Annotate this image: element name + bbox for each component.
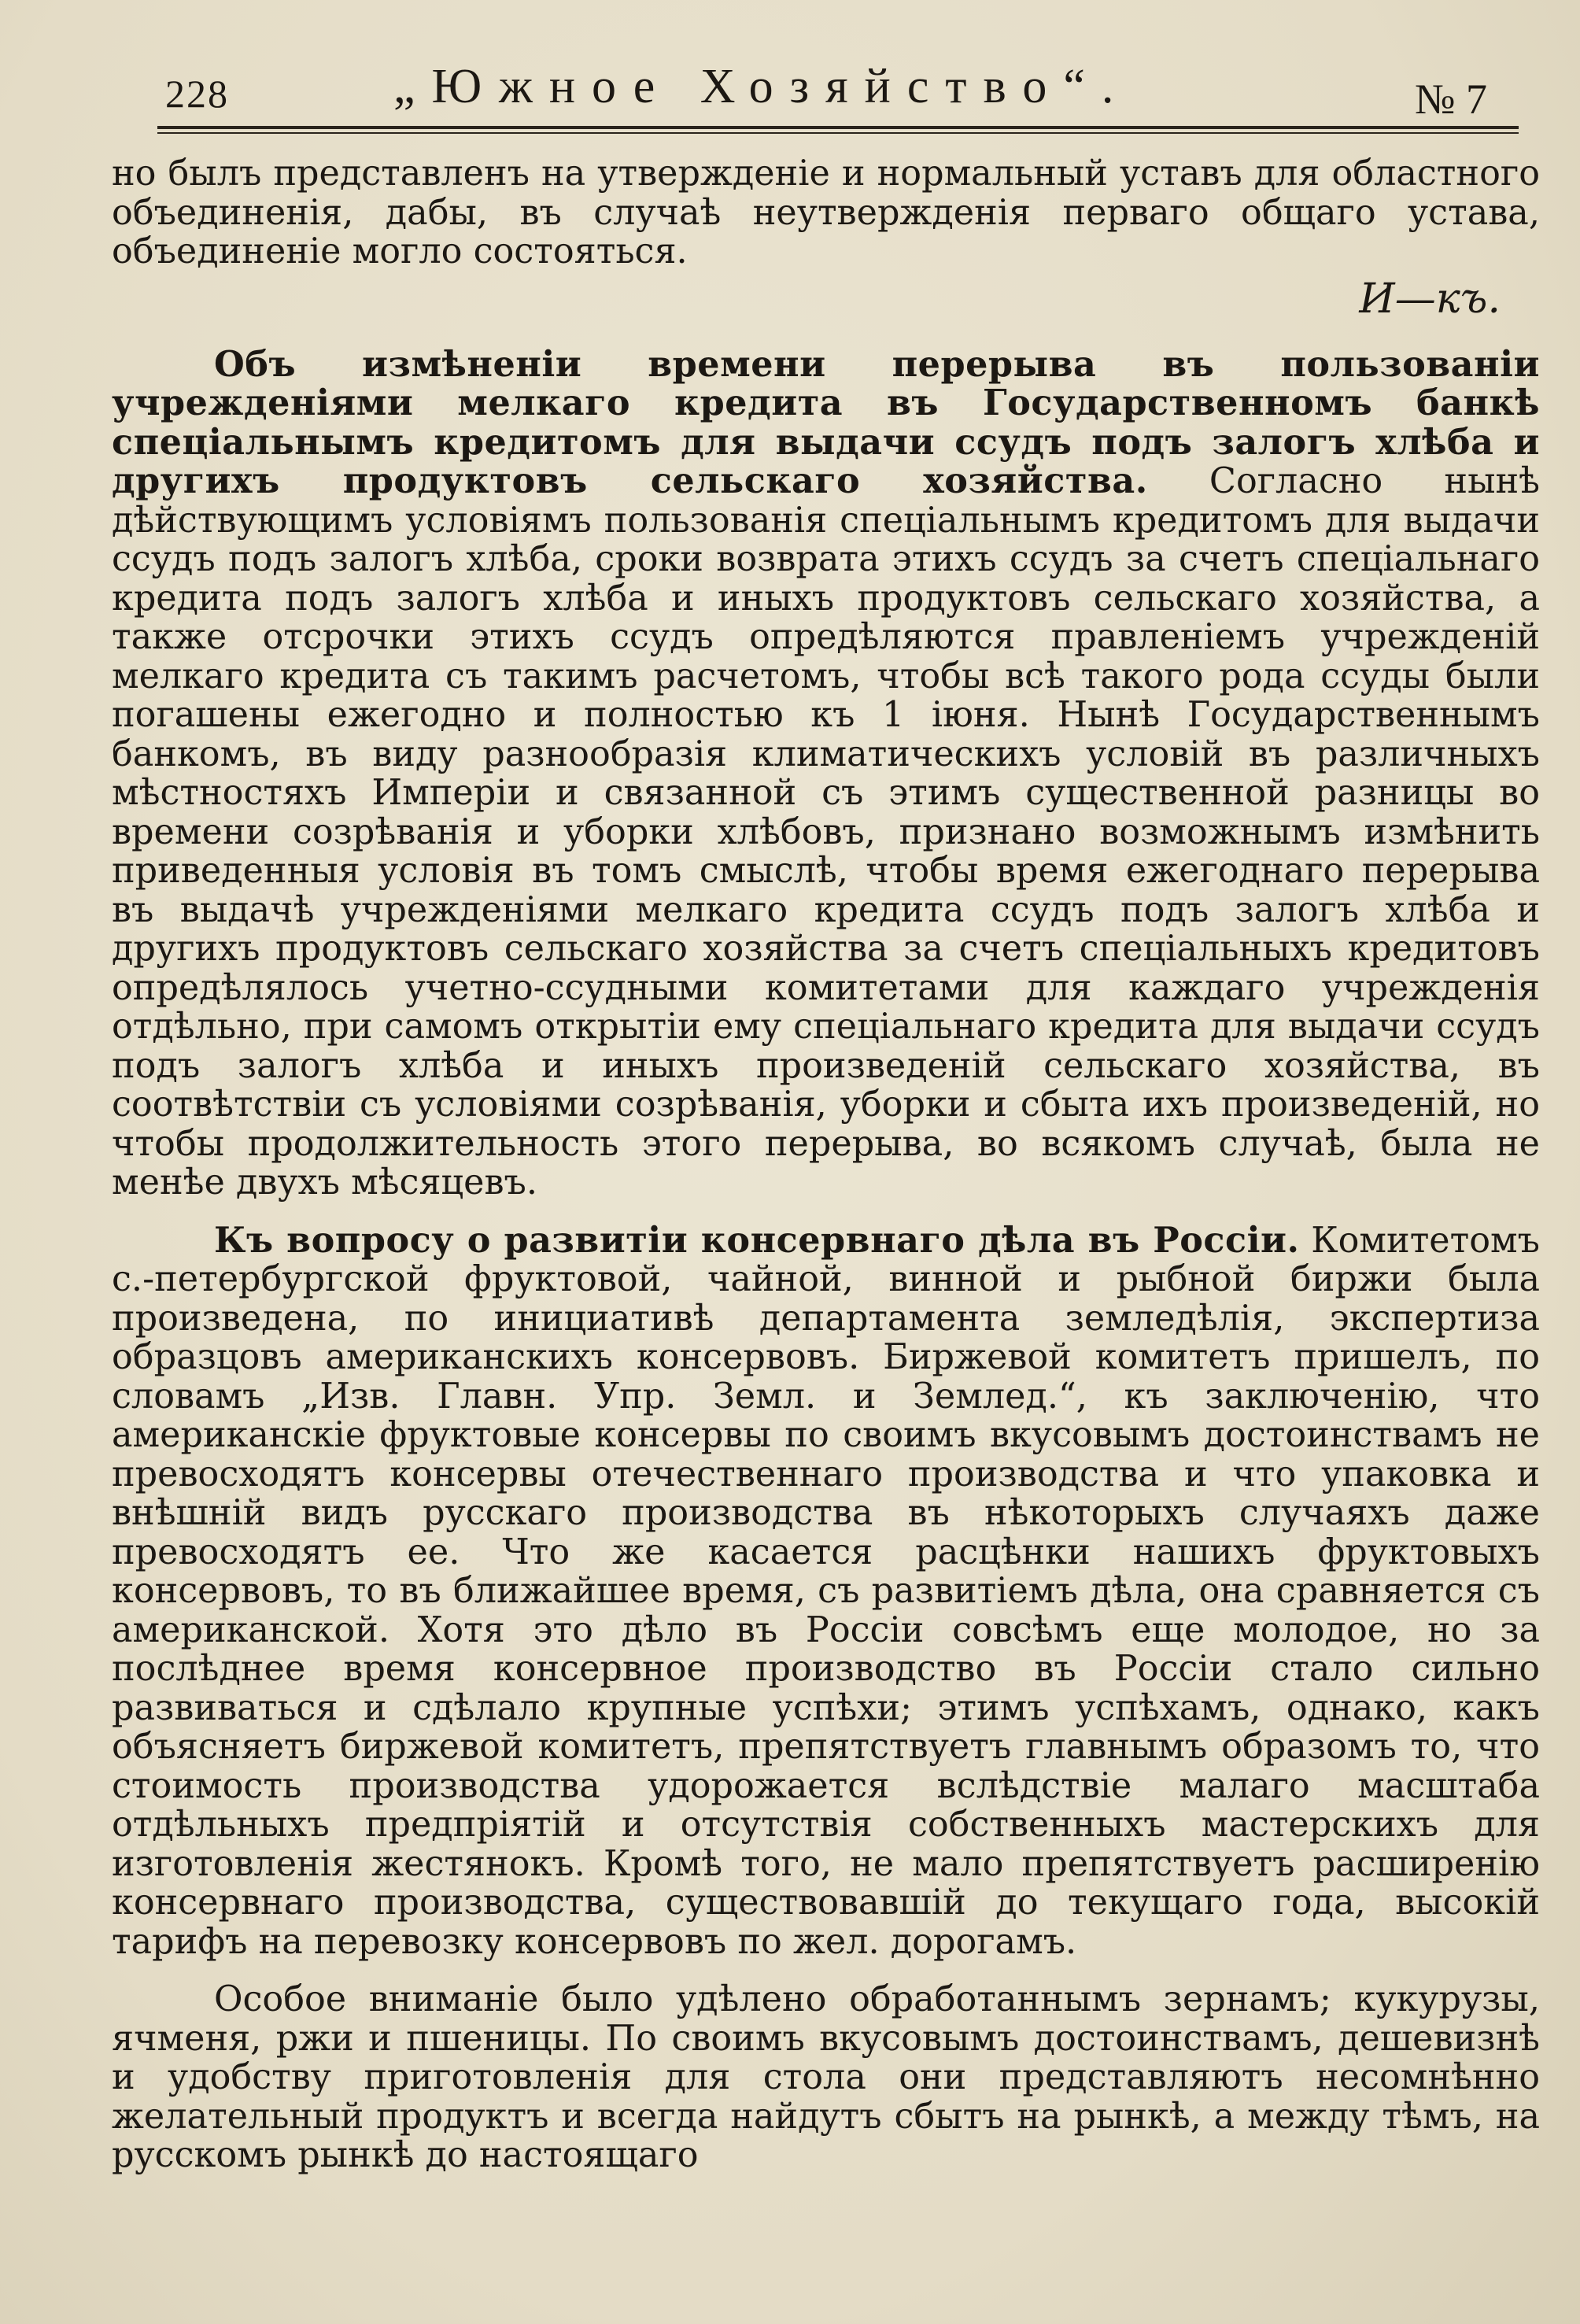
- section-credit-text: Согласно нынѣ дѣйствующимъ условіямъ пользованія спеціальнымъ кредитомъ для выдачи ссудъ подъ залогъ хлѣба, сроки возврата этихъ ссудъ за счетъ спеціальнаго кредита подъ залогъ хлѣба и иныхъ продуктовъ сельскаго хозяйства, а также отсрочки этихъ ссудъ опредѣляются правленіемъ учрежденій мелкаго кредита съ такимъ расчетомъ, чтобы всѣ такого рода ссуды были погашены ежегодно и полностью къ 1 іюня. Нынѣ Государственнымъ банкомъ, въ виду разнообразія климатическихъ условій въ различныхъ мѣстностяхъ Имперіи и связанной съ этимъ существенной разницы во времени созрѣванія и уборки хлѣбовъ, признано возможнымъ измѣнить приведенныя условія въ томъ смыслѣ, чтобы время ежегоднаго перерыва въ выдачѣ учрежденіями мелкаго кредита ссудъ подъ залогъ хлѣба и другихъ продуктовъ сельскаго хозяйства за счетъ спеціальныхъ кредитовъ опредѣлялось учетно-ссудными комитетами для каждаго учрежденія отдѣльно, при самомъ открытіи ему спеціальнаго кредита для выдачи ссудъ подъ залогъ хлѣба и иныхъ произведеній сельскаго хозяйства, въ соотвѣтствіи съ условіями созрѣванія, уборки и сбыта ихъ произведеній, но чтобы продолжительность этого перерыва, во всякомъ случаѣ, была не менѣе двухъ мѣсяцевъ.: [112, 461, 1540, 1203]
- running-header: [157, 55, 1511, 123]
- section-credit-heading: Объ измѣненіи времени перерыва въ пользованіи учрежденіями мелкаго кредита въ Государственномъ банкѣ спеціальнымъ кредитомъ для выдачи ссудъ подъ залогъ хлѣба и другихъ продуктовъ сельскаго хозяйства.: [112, 343, 1540, 501]
- section-canning-text: Комитетомъ с.-петербургской фруктовой, чайной, винной и рыбной биржи была произведена, по инициативѣ департамента земледѣлія, экспертиза образцовъ американскихъ консервовъ. Биржевой комитетъ пришелъ, по словамъ „Изв. Главн. Упр. Земл. и Землед.“, къ заключенію, что американскіе фруктовые консервы по своимъ вкусовымъ достоинствамъ не превосходятъ консервы отечественнаго производства и что упаковка и внѣшній видъ русскаго производства въ нѣкоторыхъ случаяхъ даже превосходятъ ее. Что же касается расцѣнки нашихъ фруктовыхъ консервовъ, то въ ближайшее время, съ развитіемъ дѣла, она сравняется съ американской. Хотя это дѣло въ Россіи совсѣмъ еще молодое, но за послѣднее время консервное производство въ Россіи стало сильно развиваться и сдѣлало крупные успѣхи; этимъ успѣхамъ, однако, какъ объясняетъ биржевой комитетъ, препятствуетъ главнымъ образомъ то, что стоимость производства удорожается вслѣдствіе малаго масштаба отдѣльныхъ предпріятій и отсутствія собственныхъ мастерскихъ для изготовленія жестянокъ. Кромѣ того, не мало препятствуетъ расширенію консервнаго производства, существовавшій до текущаго года, высокій тарифъ на перевозку консервовъ по жел. дорогамъ.: [112, 1220, 1540, 1962]
- issue-number: № 7: [1414, 76, 1487, 123]
- section-credit-paragraph: [112, 345, 1540, 1203]
- section-canning-paragraph: [112, 1221, 1540, 1962]
- page-number: 228: [165, 72, 229, 116]
- paragraph-gap: [112, 1961, 1540, 1980]
- paragraph-gap: [112, 1203, 1540, 1221]
- journal-title: „Южное Хозяйство“.: [393, 60, 1131, 113]
- header-rule: [157, 126, 1519, 129]
- section-canning-heading: Къ вопросу о развитіи консервнаго дѣла въ Россіи.: [214, 1219, 1300, 1261]
- article-end-paragraph: но былъ представленъ на утвержденіе и нормальный уставъ для областного объединенія, дабы, въ случаѣ неутвержденія перваго общаго устава, объединеніе могло состояться.: [112, 153, 1540, 272]
- page-body: [112, 154, 1540, 2175]
- section-grains-paragraph: Особое вниманіе было удѣлено обработаннымъ зернамъ; кукурузы, ячменя, ржи и пшеницы. По своимъ вкусовымъ достоинствамъ, дешевизнѣ и удобству приготовленія для стола они представляютъ несомнѣнно желательный продуктъ и всегда найдутъ сбытъ на рынкѣ, а между тѣмъ, на русскомъ рынкѣ до настоящаго: [112, 1979, 1540, 2175]
- header-rule-thin: [157, 132, 1519, 134]
- paragraph-gap: [112, 327, 1540, 345]
- author-signature: И—къ.: [1359, 275, 1501, 323]
